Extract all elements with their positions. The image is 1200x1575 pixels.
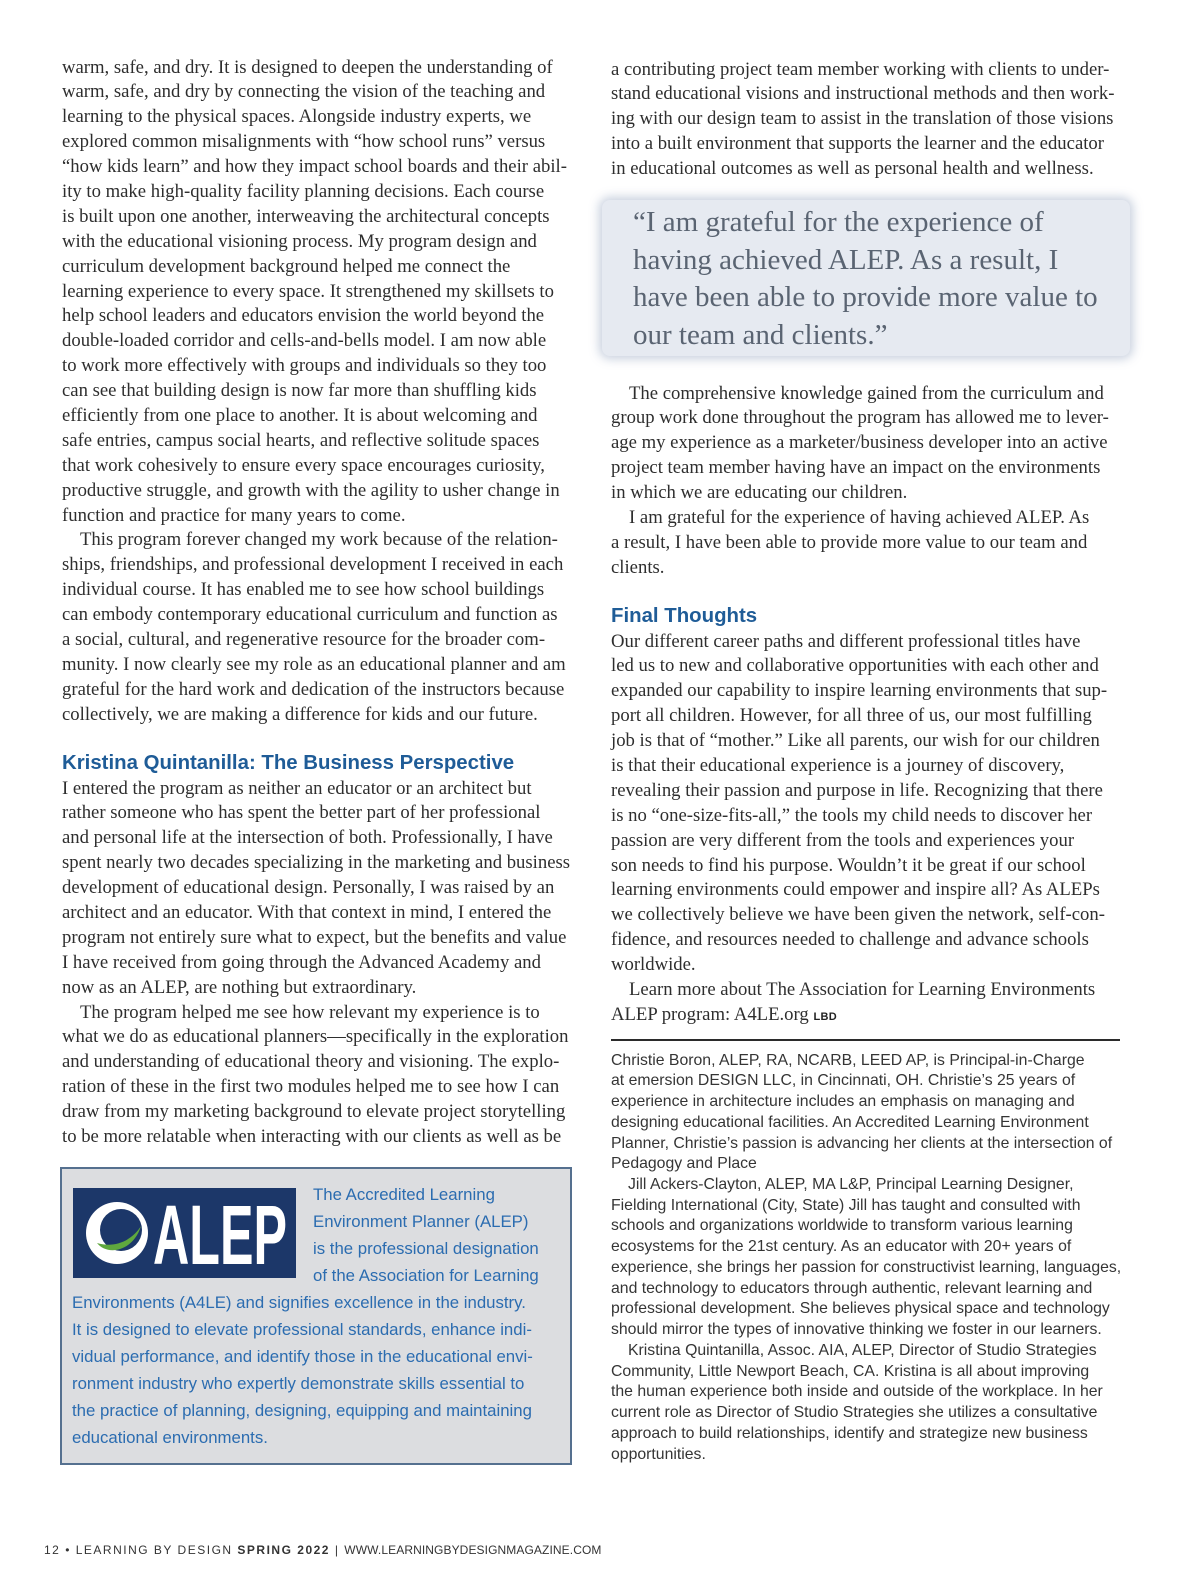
text-line: stand educational visions and instructional methods and then work- — [611, 83, 1115, 105]
paragraph — [62, 528, 592, 727]
section-heading-final-thoughts: Final Thoughts — [611, 605, 758, 627]
text-line: what we do as educational planners—specifically in the exploration — [62, 1026, 569, 1048]
text-line: productive struggle, and growth with the agility to usher change in — [62, 479, 560, 501]
text-line: son needs to find his purpose. Wouldn’t it be great if our school — [611, 854, 1086, 876]
text-line: a result, I have been able to provide more value to our team and — [611, 531, 1088, 553]
right-column-top — [611, 58, 1171, 182]
text-line: double-loaded corridor and cells-and-bells model. I am now able — [62, 330, 547, 352]
pull-quote — [633, 204, 1098, 354]
bio-line: Planner, Christie’s passion is advancing her clients at the intersection of — [611, 1134, 1113, 1152]
text-line: that work cohesively to ensure every space encourages curiosity, — [62, 454, 545, 476]
text-line: in which we are educating our children. — [611, 482, 908, 504]
bio-line: Kristina Quintanilla, Assoc. AIA, ALEP, Director of Studio Strategies — [628, 1341, 1097, 1359]
paragraph — [611, 382, 1171, 506]
pull-quote-line: having achieved ALEP. As a result, I — [633, 243, 1059, 276]
text-line: can see that building design is now far more than shuffling kids — [62, 380, 537, 402]
text-line: Learn more about The Association for Learning Environments — [629, 978, 1096, 1000]
bio-line: Jill Ackers-Clayton, ALEP, MA L&P, Principal Learning Designer, — [628, 1176, 1074, 1193]
text-line: in educational outcomes as well as personal health and wellness. — [611, 158, 1094, 180]
paragraph — [62, 1001, 592, 1150]
text-line: we collectively believe we have been given the network, self-con- — [611, 904, 1105, 926]
sidebar-text-line: Environments (A4LE) and signifies excellence in the industry. — [72, 1292, 526, 1312]
bio-line: at emersion DESIGN LLC, in Cincinnati, OH. Christie’s 25 years of — [611, 1072, 1076, 1090]
text-line: is no “one-size-fits-all,” the tools my child needs to discover her — [611, 804, 1093, 826]
bio-line: ecosystems for the 21st century. As an educator with 20+ years of — [611, 1238, 1072, 1256]
end-mark: LBD — [813, 1010, 837, 1023]
bullet-separator: • — [65, 1543, 71, 1557]
text-line: curriculum development background helped me connect the — [62, 255, 511, 277]
text-line: program not entirely sure what to expect, but the benefits and value — [62, 926, 567, 948]
text-line: draw from my marketing background to elevate project storytelling — [62, 1101, 566, 1123]
text-line: rather someone who has spent the better part of her professional — [62, 802, 541, 824]
text-line: port all children. However, for all three of us, our most fulfilling — [611, 705, 1092, 727]
sidebar-text-line: of the Association for Learning — [313, 1265, 539, 1285]
text-line: help school leaders and educators envision the world beyond the — [62, 305, 545, 327]
bio-line: schools and organizations worldwide to transform various learning — [611, 1217, 1073, 1235]
text-line: I have received from going through the Advanced Academy and — [62, 951, 541, 973]
paragraph — [611, 630, 1171, 978]
text-line: ing with our design team to assist in the translation of those visions — [611, 108, 1114, 130]
alep-sidebar-box — [60, 1167, 572, 1465]
text-line: This program forever changed my work because of the relation- — [80, 529, 558, 551]
sidebar-text-line: It is designed to elevate professional standards, enhance indi- — [72, 1319, 532, 1339]
publication-name: LEARNING BY DESIGN — [75, 1543, 233, 1557]
text-line: function and practice for many years to come. — [62, 504, 406, 526]
bio-line: Community, Little Newport Beach, CA. Kristina is all about improving — [611, 1362, 1090, 1380]
text-line: project team member having have an impact on the environments — [611, 457, 1101, 479]
text-line: age my experience as a marketer/business developer into an active — [611, 432, 1108, 454]
issue-label: SPRING 2022 — [237, 1543, 330, 1557]
text-line: is built upon one another, interweaving the architectural concepts — [62, 205, 550, 227]
text-line: warm, safe, and dry by connecting the vision of the teaching and — [62, 81, 546, 103]
bio-line: Fielding International (City, State) Jill has taught and consulted with — [611, 1196, 1081, 1214]
bio-line: opportunities. — [611, 1445, 706, 1463]
sidebar-text-line: ronment industry who expertly demonstrate skills essential to — [72, 1373, 525, 1393]
bio-line: professional development. She believes physical space and technology — [611, 1300, 1110, 1318]
bio-line: should mirror the types of innovative thinking we foster in our learners. — [611, 1321, 1102, 1339]
text-line: can embody contemporary educational curriculum and function as — [62, 604, 558, 626]
text-line: to work more effectively with groups and individuals so they too — [62, 355, 547, 377]
text-line: is that their educational experience is a journey of discovery, — [611, 754, 1065, 776]
text-line: expanded our capability to inspire learning environments that sup- — [611, 680, 1108, 702]
paragraph — [611, 506, 1171, 581]
text-line: learning to the physical spaces. Alongside industry experts, we — [62, 106, 532, 128]
paragraph — [62, 56, 592, 529]
bio-line: experience in architecture includes an emphasis on managing and — [611, 1093, 1075, 1111]
text-line: ration of these in the first two modules helped me to see how I can — [62, 1076, 560, 1098]
text-line: efficiently from one place to another. It is about welcoming and — [62, 404, 538, 426]
text-line: architect and an educator. With that context in mind, I entered the — [62, 901, 552, 923]
text-line: learning experience to every space. It strengthened my skillsets to — [62, 280, 554, 302]
text-line-content: ALEP program: A4LE.org — [611, 1003, 809, 1025]
sidebar-intro-text — [313, 1181, 539, 1289]
text-line: a contributing project team member working with clients to under- — [611, 58, 1110, 80]
pipe-separator: | — [334, 1543, 340, 1557]
text-line: warm, safe, and dry. It is designed to deepen the understanding of — [62, 56, 553, 78]
text-line: collectively, we are making a difference for kids and our future. — [62, 703, 538, 725]
logo-emblem-icon — [86, 1202, 148, 1264]
author-bios — [611, 1051, 1171, 1466]
right-column-middle — [611, 382, 1171, 581]
section-heading-business-perspective: Kristina Quintanilla: The Business Perspective — [62, 752, 515, 774]
text-line: development of educational design. Personally, I was raised by an — [62, 877, 555, 899]
pull-quote-line: “I am grateful for the experience of — [633, 206, 1044, 239]
text-line: ity to make high-quality facility planning decisions. Each course — [62, 180, 545, 202]
text-line: ships, friendships, and professional development I received in each — [62, 554, 564, 576]
text-line: revealing their passion and purpose in life. Recognizing that there — [611, 779, 1103, 801]
text-line: into a built environment that supports the learner and the educator — [611, 133, 1104, 155]
bio-divider-rule — [611, 1039, 1120, 1041]
alep-logo — [73, 1188, 296, 1282]
sidebar-text-line: is the professional designation — [313, 1238, 539, 1258]
page-number: 12 — [44, 1543, 61, 1557]
left-column-bottom — [62, 777, 592, 1150]
text-line: The program helped me see how relevant my experience is to — [80, 1001, 540, 1023]
text-line: I entered the program as neither an educator or an architect but — [62, 777, 532, 799]
pull-quote-line: our team and clients.” — [633, 318, 888, 351]
text-line: with the educational visioning process. My program design and — [62, 230, 537, 252]
left-column-top — [62, 56, 592, 728]
bio-christie-boron — [611, 1051, 1171, 1175]
text-line: “how kids learn” and how they impact school boards and their abil- — [62, 156, 567, 178]
page-footer — [44, 1541, 602, 1559]
text-line: passion are very different from the tools and experiences your — [611, 829, 1075, 851]
paragraph-learn-more — [611, 978, 1171, 1028]
text-line: clients. — [611, 556, 665, 578]
website-url: WWW.LEARNINGBYDESIGNMAGAZINE.COM — [344, 1543, 602, 1557]
sidebar-body-text — [72, 1289, 533, 1451]
text-line: munity. I now clearly see my role as an educational planner and am — [62, 653, 566, 675]
right-column-bottom — [611, 630, 1171, 1028]
sidebar-text-line: vidual performance, and identify those in the educational envi- — [72, 1346, 533, 1366]
sidebar-text-line: Environment Planner (ALEP) — [313, 1211, 529, 1231]
sidebar-text-line: the practice of planning, designing, equipping and maintaining — [72, 1400, 532, 1420]
pull-quote-line: have been able to provide more value to — [633, 281, 1098, 314]
bio-line: the human experience both inside and outside of the workplace. In her — [611, 1383, 1103, 1401]
text-line: spent nearly two decades specializing in the marketing and business — [62, 852, 571, 874]
bio-line: current role as Director of Studio Strategies she utilizes a consultative — [611, 1404, 1098, 1422]
text-line: to be more relatable when interacting with our clients as well as be — [62, 1125, 562, 1147]
text-line: explored common misalignments with “how school runs” versus — [62, 131, 546, 153]
text-line: group work done throughout the program has allowed me to lever- — [611, 407, 1109, 429]
logo-wordmark: ALEP — [153, 1188, 287, 1282]
text-line: now as an ALEP, are nothing but extraordinary. — [62, 976, 417, 998]
text-line: grateful for the hard work and dedication of the instructors because — [62, 678, 565, 700]
text-line: learning environments could empower and inspire all? As ALEPs — [611, 879, 1100, 901]
text-line: safe entries, campus social hearts, and reflective solitude spaces — [62, 429, 540, 451]
bio-line: approach to build relationships, identify and strategize new business — [611, 1424, 1088, 1442]
bio-line: Pedagogy and Place — [611, 1155, 757, 1173]
paragraph — [62, 777, 592, 1001]
bio-line: designing educational facilities. An Accredited Learning Environment — [611, 1113, 1089, 1131]
bio-line: Christie Boron, ALEP, RA, NCARB, LEED AP, is Principal-in-Charge — [611, 1051, 1085, 1069]
text-line: fidence, and resources needed to challenge and advance schools — [611, 929, 1089, 951]
text-line-with-end-mark — [611, 1003, 1171, 1028]
sidebar-text-line: The Accredited Learning — [313, 1184, 495, 1204]
bio-jill-ackers-clayton — [611, 1175, 1171, 1341]
text-line: worldwide. — [611, 954, 696, 976]
sidebar-text-line: educational environments. — [72, 1427, 268, 1447]
text-line: individual course. It has enabled me to see how school buildings — [62, 579, 545, 601]
text-line: led us to new and collaborative opportunities with each other and — [611, 655, 1099, 677]
paragraph — [611, 58, 1171, 182]
text-line: and personal life at the intersection of both. Professionally, I have — [62, 827, 553, 849]
text-line: and understanding of educational theory and visioning. The explo- — [62, 1051, 560, 1073]
text-line: Our different career paths and different professional titles have — [611, 630, 1081, 652]
text-line: The comprehensive knowledge gained from the curriculum and — [629, 382, 1104, 404]
bio-line: experience, she brings her passion for constructivist learning, languages, — [611, 1258, 1122, 1276]
bio-kristina-quintanilla — [611, 1341, 1171, 1465]
text-line: job is that of “mother.” Like all parents, our wish for our children — [611, 730, 1100, 752]
text-line: I am grateful for the experience of having achieved ALEP. As — [629, 506, 1090, 528]
text-line: a social, cultural, and regenerative resource for the broader com- — [62, 628, 546, 650]
bio-line: and technology to educators through authentic, relevant learning and — [611, 1279, 1093, 1297]
